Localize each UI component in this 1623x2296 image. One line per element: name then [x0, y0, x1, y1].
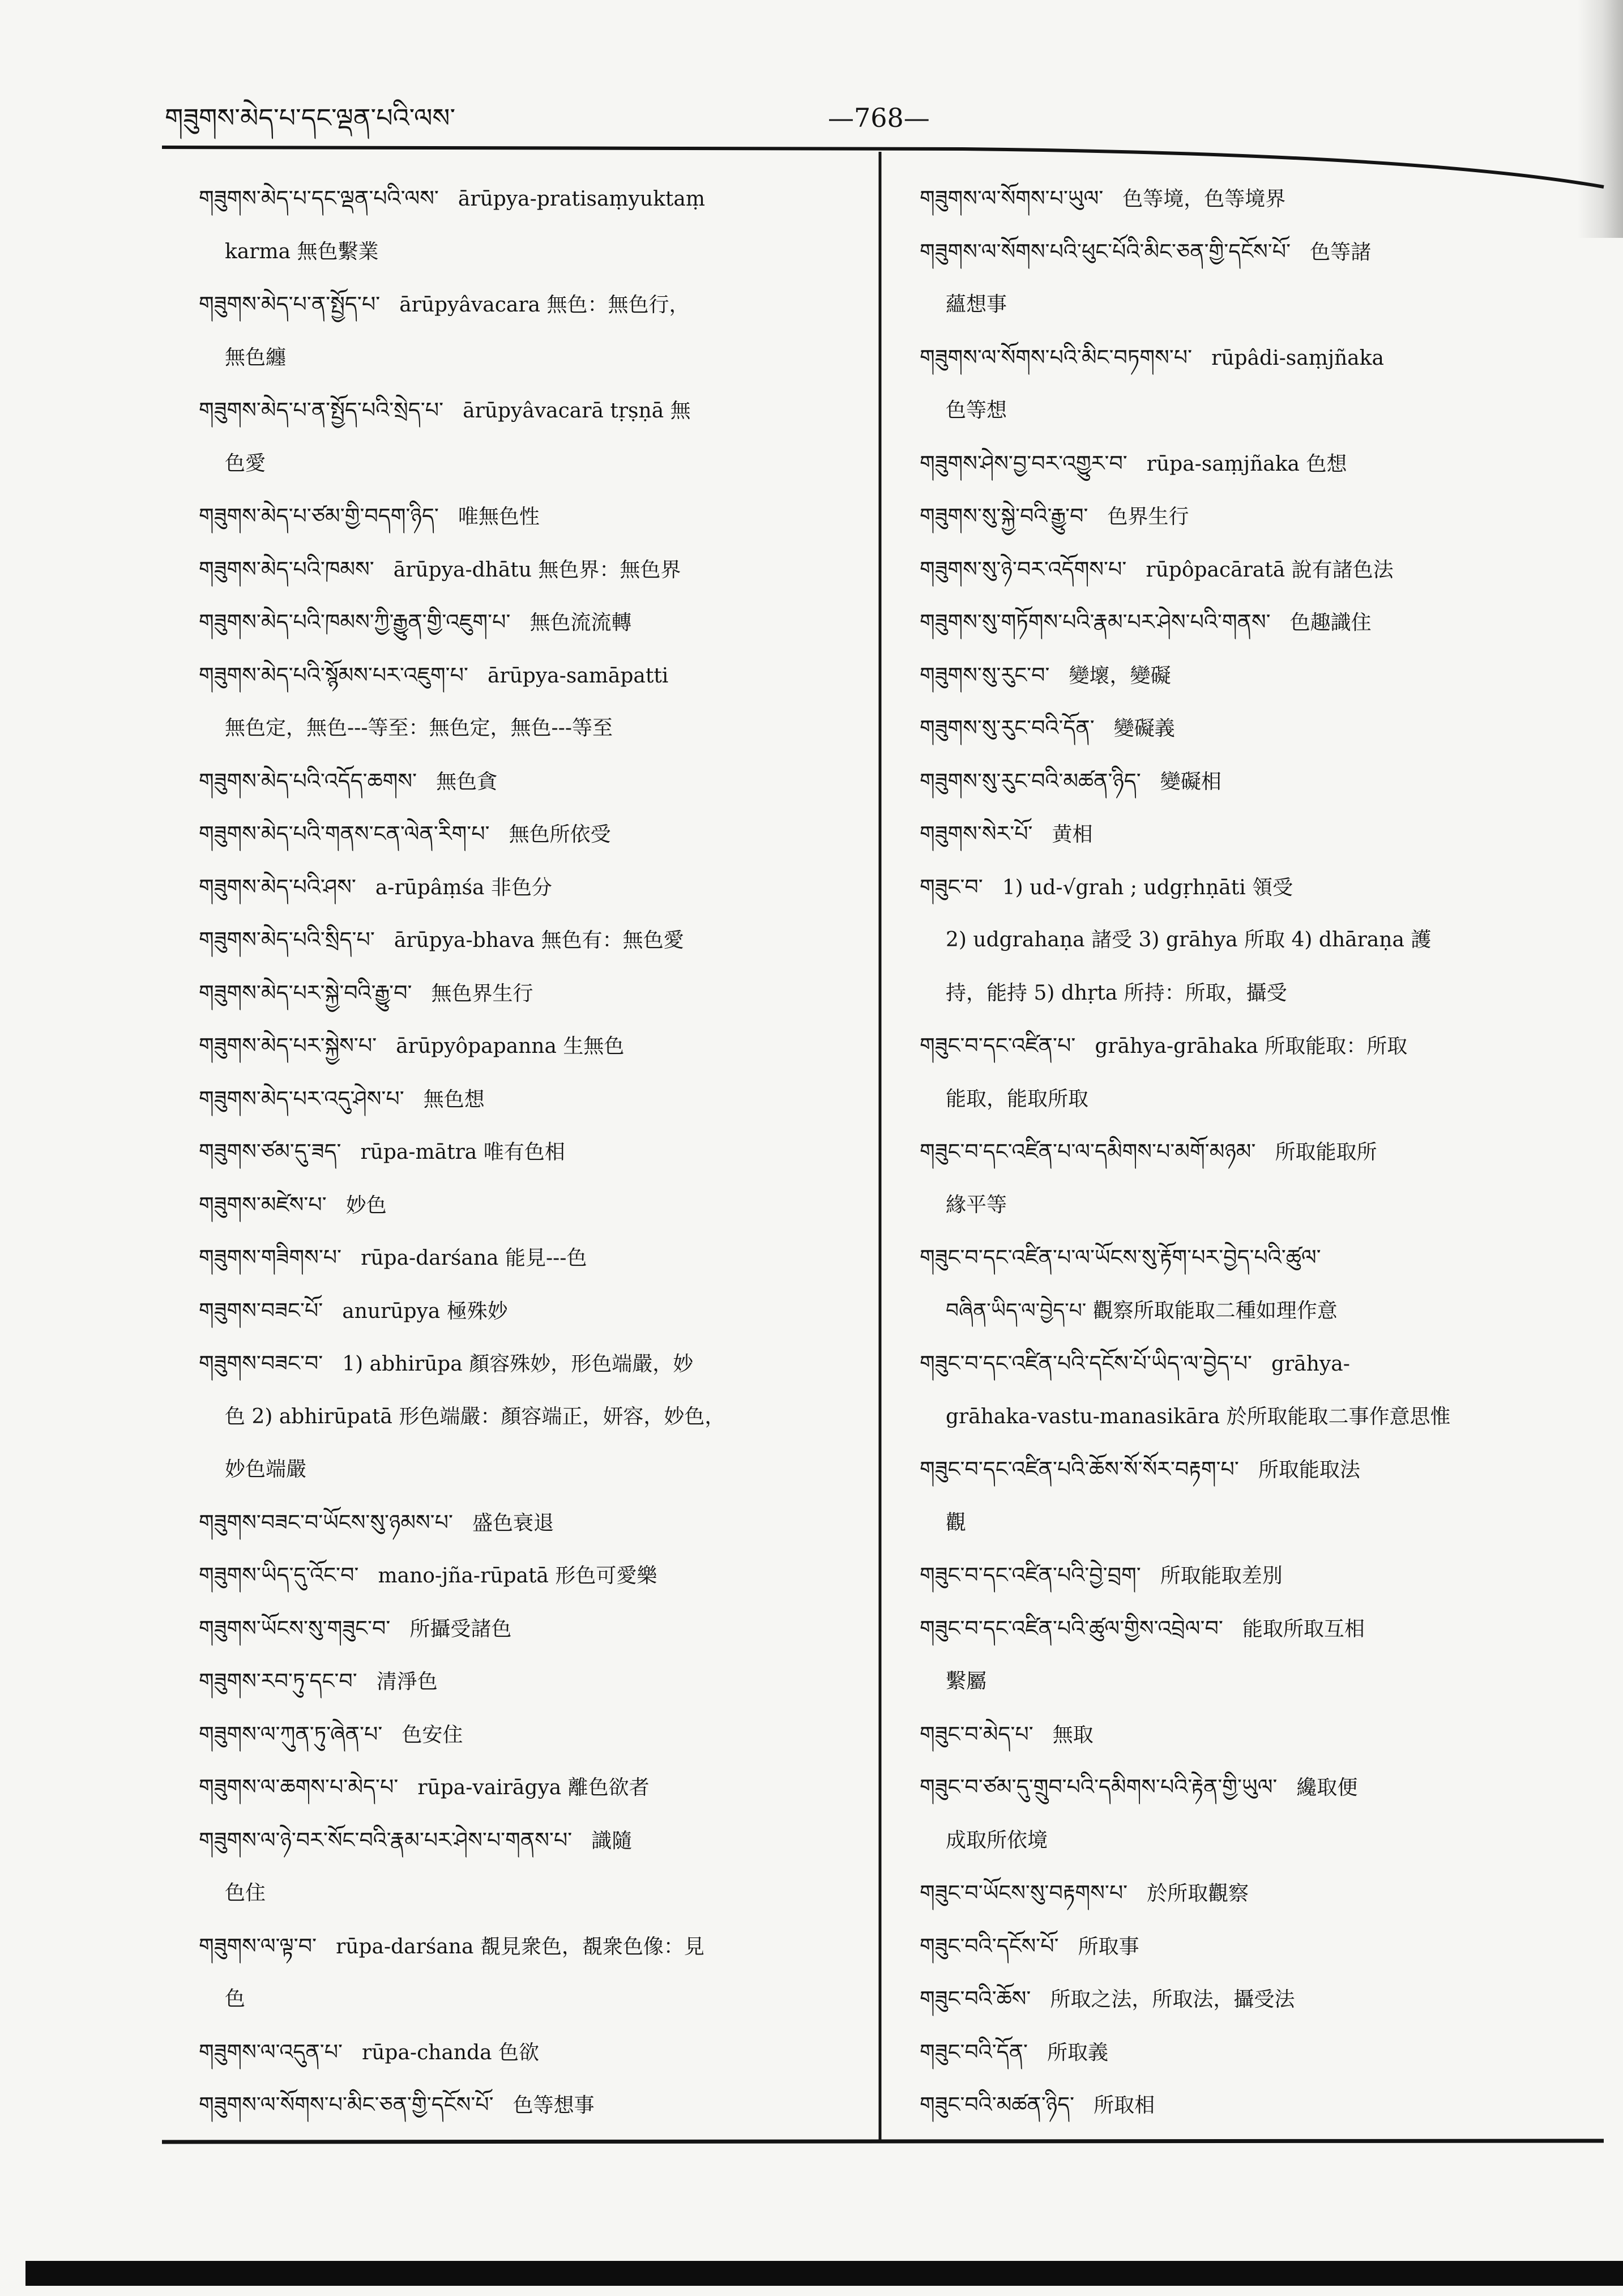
gloss-text: 色等境，色等境界 [1122, 187, 1286, 211]
tibetan-headword: གཟུང་བ་ཙམ་དུ་གྲུབ་པའི་དམིགས་པའི་རྟེན་གྱི་ཡུལ་ [920, 1774, 1278, 1799]
gloss-text: 緣平等 [946, 1193, 1007, 1217]
gloss-text: grāhya-grāhaka 所取能取：所取 [1095, 1035, 1408, 1058]
entry-line [920, 596, 1599, 649]
gloss-text: rūpa-darśana 能見---色 [361, 1247, 587, 1270]
tibetan-headword: གཟུགས་ལ་སོགས་པ་མིང་ཅན་གྱི་དངོས་པོ་ [199, 2092, 494, 2117]
entry-continuation-line [920, 914, 1599, 967]
tibetan-headword: གཟུང་བ་དང་འཛིན་པའི་ཚུལ་གྱིས་འབྲེལ་བ་ [920, 1615, 1223, 1641]
gloss-text: 無色界生行 [431, 981, 533, 1005]
dictionary-entry [920, 1973, 1599, 2026]
dictionary-entry [199, 1549, 867, 1602]
dictionary-entry [199, 755, 867, 808]
entry-line [199, 1284, 867, 1338]
dictionary-entry [199, 1708, 867, 1761]
entry-line [199, 1549, 867, 1602]
gloss-text: 無取 [1052, 1723, 1094, 1747]
entry-line [920, 1708, 1599, 1761]
dictionary-entry [920, 1761, 1599, 1867]
entry-line [920, 2079, 1599, 2132]
entry-continuation-line [199, 331, 867, 385]
entry-line [199, 808, 867, 861]
tibetan-headword: གཟུགས་མེད་པའི་ཁམས་ [199, 556, 374, 582]
tibetan-headword: གཟུགས་མེད་པ་ན་སྤྱོད་པའི་སྲེད་པ་ [199, 398, 444, 423]
tibetan-headword: གཟུགས་མེད་པའི་ཤས་ [199, 874, 356, 899]
entry-continuation-line [199, 1867, 867, 1920]
entry-line [199, 2079, 867, 2132]
gloss-text: 色界生行 [1107, 505, 1189, 528]
tibetan-headword: གཟུགས་སུ་རུང་བ་ [920, 662, 1050, 688]
tibetan-headword: གཟུང་བའི་དངོས་པོ་ [920, 1933, 1059, 1958]
gloss-text: 識隨 [591, 1829, 633, 1853]
dictionary-entry [199, 1125, 867, 1179]
gloss-text: karma 無色繫業 [225, 240, 379, 263]
gloss-text: 所取義 [1047, 2041, 1109, 2064]
gloss-text: 所取事 [1078, 1935, 1139, 1958]
entry-continuation-line [920, 384, 1599, 437]
tibetan-headword: གཟུང་བ་དང་འཛིན་པ་ལ་ཡོངས་སུ་རྟོག་པར་བྱེད་པའི་ཚུལ་ [920, 1245, 1321, 1270]
gloss-text: ārūpyôpapanna 生無色 [396, 1035, 625, 1058]
gloss-text: 無色想 [423, 1087, 485, 1111]
gloss-text: ārūpya-pratisaṃyuktaṃ [458, 187, 705, 211]
dictionary-entry [920, 437, 1599, 490]
tibetan-headword: གཟུང་བ་དང་འཛིན་པའི་བྱེ་བྲག་ [920, 1563, 1141, 1587]
dictionary-entry [920, 702, 1599, 755]
tibetan-headword: གཟུགས་མཛེས་པ་ [199, 1192, 327, 1217]
tibetan-headword: གཟུགས་བཟང་པོ་ [199, 1298, 323, 1323]
entry-line [920, 437, 1599, 490]
entry-continuation-line [199, 1390, 867, 1444]
dictionary-entry [199, 1337, 867, 1496]
tibetan-headword: གཟུགས་སུ་སྐྱེ་བའི་རྒྱུ་བ་ [920, 503, 1088, 528]
dictionary-entry [920, 649, 1599, 702]
entry-line [199, 914, 867, 967]
dictionary-entry [199, 1814, 867, 1920]
gloss-text: 無色貪 [436, 770, 498, 793]
gloss-text: 色趣識住 [1289, 611, 1372, 634]
entry-continuation-line [920, 1179, 1599, 1232]
gloss-text: 妙色端嚴 [225, 1458, 307, 1481]
gloss-text: 2) udgrahaṇa 諸受 3) grāhya 所取 4) dhāraṇa 護 [946, 928, 1432, 951]
entry-line [199, 596, 867, 649]
tibetan-headword: གཟུང་བ་དང་འཛིན་པ་ [920, 1033, 1076, 1058]
tibetan-headword: གཟུགས་ལ་ལྟ་བ་ [199, 1933, 317, 1958]
tibetan-headword: གཟུགས་མེད་པ་ཙམ་གྱི་བདག་ཉིད་ [199, 503, 439, 528]
entry-continuation-line [199, 702, 867, 755]
entry-line [920, 1761, 1599, 1814]
gloss-text: 色等想 [946, 399, 1007, 422]
gloss-text: ārūpyâvacara 無色：無色行， [399, 293, 690, 317]
entry-line [199, 490, 867, 543]
entry-line [920, 172, 1599, 225]
entry-line [920, 1443, 1599, 1496]
gloss-text: ārūpya-dhātu 無色界：無色界 [393, 558, 681, 582]
gloss-text: 所攝受諸色 [409, 1617, 512, 1641]
dictionary-entry [199, 808, 867, 861]
tibetan-headword: གཟུགས་ལ་འདུན་པ་ [199, 2039, 343, 2064]
gloss-text: ārūpya-bhava 無色有：無色愛 [394, 929, 684, 952]
gloss-text: 無色定，無色---等至：無色定，無色---等至 [225, 716, 613, 740]
gloss-text: 盛色衰退 [472, 1511, 554, 1535]
gloss-text: rūpa-mātra 唯有色相 [360, 1141, 565, 1164]
dictionary-entry [199, 172, 867, 278]
entry-line [920, 1867, 1599, 1920]
entry-line [199, 967, 867, 1020]
gloss-text: a-rūpâṃśa 非色分 [375, 876, 552, 899]
dictionary-entry [920, 490, 1599, 543]
dictionary-entry [199, 649, 867, 755]
entry-line [920, 1125, 1599, 1179]
gloss-text: 持，能持 5) dhṛta 所持：所取，攝受 [946, 981, 1287, 1005]
dictionary-entry [199, 1655, 867, 1708]
gloss-text: ārūpyâvacarā tṛṣṇā 無 [463, 399, 691, 423]
entry-line [199, 278, 867, 331]
entry-line [920, 1549, 1599, 1602]
gloss-text: 所取相 [1094, 2094, 1155, 2117]
dictionary-entry [920, 1867, 1599, 1920]
entry-line [199, 543, 867, 596]
dictionary-entry [920, 331, 1599, 437]
tibetan-headword: གཟུགས་མེད་པའི་གནས་ངན་ལེན་རིག་པ་ [199, 821, 490, 846]
entry-line [199, 1602, 867, 1655]
gloss-text: 所取能取法 [1258, 1458, 1360, 1482]
gloss-text: 纔取便 [1296, 1776, 1358, 1799]
gloss-text: 妙色 [345, 1193, 387, 1217]
entry-line [920, 490, 1599, 543]
gloss-text: 1) abhirūpa 顏容殊妙，形色端嚴，妙 [342, 1352, 694, 1376]
tibetan-headword: གཟུགས་ལ་སོགས་པའི་མིང་བཏགས་པ་ [920, 344, 1193, 370]
dictionary-entry [920, 543, 1599, 596]
dictionary-entry [920, 1231, 1599, 1337]
tibetan-headword: གཟུགས་བཟང་བ་ [199, 1351, 323, 1376]
dictionary-entry [199, 1073, 867, 1126]
dictionary-entry [920, 1602, 1599, 1708]
tibetan-headword: གཟུགས་མེད་པའི་སྙོམས་པར་འཇུག་པ་ [199, 662, 468, 688]
gloss-text: 所取能取所 [1275, 1141, 1377, 1164]
entry-line [920, 702, 1599, 755]
dictionary-entry [199, 543, 867, 596]
tibetan-headword: གཟུགས་མེད་པར་འདུ་ཤེས་པ་ [199, 1086, 404, 1111]
tibetan-headword: གཟུགས་མེད་པ་དང་ལྡན་པའི་ལས་ [199, 186, 439, 211]
dictionary-entry [199, 1602, 867, 1655]
dictionary-entry [920, 1337, 1599, 1443]
gloss-text: 色等想事 [512, 2094, 595, 2117]
gloss-text: 色安住 [402, 1723, 463, 1747]
tibetan-headword: གཟུགས་རབ་ཏུ་དང་བ་ [199, 1668, 357, 1693]
dictionary-entry [920, 1708, 1599, 1761]
gloss-text: 蘊想事 [946, 293, 1007, 316]
entry-line [920, 1231, 1599, 1284]
tibetan-headword: གཟུགས་ལ་སོགས་པའི་ཕུང་པོའི་མིང་ཅན་གྱི་དངོས་པོ་ [920, 238, 1291, 264]
gloss-text: 唯無色性 [458, 505, 540, 528]
right-column [920, 172, 1599, 2132]
gloss-text: 1) ud-√grah ; udgṛhṇāti 領受 [1002, 876, 1293, 899]
tibetan-headword: གཟུང་བའི་མཚན་ཉིད་ [920, 2092, 1075, 2117]
entry-continuation-line [920, 1496, 1599, 1550]
running-head: གཟུགས་མེད་པ་དང་ལྡན་པའི་ལས་ [165, 103, 456, 133]
gloss-text: 色 2) abhirūpatā 形色端嚴：顏容端正，妍容，妙色， [225, 1405, 725, 1428]
entry-continuation-line [199, 1443, 867, 1496]
dictionary-entry [920, 2026, 1599, 2079]
scan-bottom-band [25, 2261, 1623, 2286]
tibetan-headword: གཟུགས་མེད་པའི་ཁམས་ཀྱི་རྒྱུན་གྱི་འཇུག་པ་ [199, 609, 511, 634]
entry-line [199, 1073, 867, 1126]
entry-line [920, 331, 1599, 385]
tibetan-headword: གཟུགས་སུ་ཉེ་བར་འདོགས་པ་ [920, 556, 1127, 582]
entry-line [199, 1761, 867, 1814]
tibetan-headword: གཟུགས་སུ་གཏོགས་པའི་རྣམ་པར་ཤེས་པའི་གནས་ [920, 609, 1271, 634]
gloss-text: rūpâdi-saṃjñaka [1211, 346, 1384, 370]
dictionary-entry [199, 384, 867, 490]
entry-line [199, 861, 867, 914]
tibetan-headword: གཟུགས་ལ་སོགས་པ་ཡུལ་ [920, 186, 1104, 211]
entry-line [920, 1337, 1599, 1390]
tibetan-headword: གཟུང་བ་ཡོངས་སུ་བརྟགས་པ་ [920, 1880, 1128, 1905]
entry-line [920, 755, 1599, 808]
gloss-text: 無色流流轉 [529, 611, 632, 634]
tibetan-headword: གཟུགས་ལ་ཉེ་བར་སོང་བའི་རྣམ་པར་ཤེས་པ་གནས་པ་ [199, 1827, 573, 1853]
tibetan-headword: གཟུགས་མེད་པའི་འདོད་ཆགས་ [199, 768, 417, 793]
entry-line [920, 808, 1599, 861]
tibetan-headword: གཟུང་བ་དང་འཛིན་པའི་དངོས་པོ་ཡིད་ལ་བྱེད་པ་ [920, 1351, 1253, 1376]
entry-line [199, 1655, 867, 1708]
gloss-text: anurūpya 極殊妙 [342, 1299, 508, 1323]
gloss-text: mano-jña-rūpatā 形色可愛樂 [378, 1564, 657, 1587]
dictionary-entry [199, 1284, 867, 1338]
entry-line [920, 1920, 1599, 1973]
tibetan-headword: གཟུགས་ལ་ཆགས་པ་མེད་པ་ [199, 1774, 399, 1799]
tibetan-headword: གཟུགས་སུ་རུང་བའི་མཚན་ཉིད་ [920, 768, 1141, 793]
gloss-text: 所取能取差別 [1160, 1564, 1283, 1587]
entry-line [920, 1602, 1599, 1655]
gloss-text: grāhaka-vastu-manasikāra 於所取能取二事作意思惟 [946, 1405, 1451, 1428]
dictionary-entry [920, 596, 1599, 649]
entry-line [199, 1019, 867, 1073]
entry-continuation-line [199, 225, 867, 279]
entry-line [199, 1814, 867, 1867]
gloss-text: ārūpya-samāpatti [487, 664, 669, 688]
tibetan-headword: གཟུགས་བཟང་བ་ཡོངས་སུ་ཉམས་པ་ [199, 1509, 453, 1535]
dictionary-entry [199, 1496, 867, 1550]
gloss-text: 繫屬 [946, 1670, 987, 1693]
entry-line [199, 755, 867, 808]
tibetan-headword: གཟུགས་ཡིད་དུ་འོང་བ་ [199, 1563, 359, 1587]
dictionary-entry [920, 755, 1599, 808]
tibetan-headword: གཟུགས་མེད་པ་ན་སྤྱོད་པ་ [199, 292, 381, 317]
tibetan-headword: གཟུང་བ་དང་འཛིན་པ་ལ་དམིགས་པ་མགོ་མཉམ་ [920, 1139, 1256, 1164]
gloss-text: 於所取觀察 [1147, 1882, 1249, 1905]
tibetan-headword: གཟུགས་ཤེས་བྱ་བར་འགྱུར་བ་ [920, 450, 1127, 476]
entry-line [920, 1019, 1599, 1073]
tibetan-headword: གཟུང་བའི་ཆོས་ [920, 1986, 1031, 2011]
gloss-text: 能取，能取所取 [946, 1087, 1089, 1111]
dictionary-entry [199, 1920, 867, 2026]
gloss-text: 能取所取互相 [1242, 1617, 1365, 1641]
gloss-text: rūpa-vairāgya 離色欲者 [417, 1776, 650, 1799]
tibetan-headword: གཟུགས་ཡོངས་སུ་གཟུང་བ་ [199, 1615, 391, 1641]
entry-line [920, 649, 1599, 702]
tibetan-headword: གཟུགས་སེར་པོ་ [920, 821, 1033, 846]
entry-line [199, 1231, 867, 1284]
entry-continuation-line [920, 1073, 1599, 1126]
entry-continuation-line [920, 967, 1599, 1020]
entry-line [199, 1920, 867, 1973]
gloss-text: 無色所依受 [509, 823, 611, 846]
dictionary-entry [920, 225, 1599, 331]
gloss-text: 色愛 [225, 451, 266, 475]
tibetan-headword: གཟུང་བ་ [920, 874, 983, 899]
gloss-text: 觀 [946, 1510, 967, 1534]
entry-line [199, 384, 867, 437]
page-number: —768— [828, 103, 930, 133]
entry-line [920, 2026, 1599, 2079]
dictionary-entry [920, 861, 1599, 1020]
gloss-text: rūpa-saṃjñaka 色想 [1146, 452, 1347, 476]
dictionary-entry [199, 1231, 867, 1284]
entry-line [199, 1708, 867, 1761]
gloss-text: 所取之法，所取法，攝受法 [1050, 1988, 1295, 2011]
entry-line [920, 543, 1599, 596]
dictionary-entry [920, 172, 1599, 225]
tibetan-headword: གཟུགས་སུ་རུང་བའི་དོན་ [920, 715, 1095, 740]
entry-continuation-line [199, 1973, 867, 2026]
left-column [199, 172, 867, 2132]
tibetan-headword: གཟུང་བའི་དོན་ [920, 2039, 1028, 2064]
dictionary-entry [199, 2079, 867, 2132]
gloss-text: 色等諸 [1310, 240, 1372, 264]
dictionary-entry [199, 1179, 867, 1232]
tibetan-headword: གཟུང་བ་མེད་པ་ [920, 1721, 1033, 1747]
entry-continuation-line [920, 1655, 1599, 1708]
footer-rule [162, 2141, 1604, 2142]
gloss-text: 變壞，變礙 [1069, 664, 1171, 688]
entry-line [920, 225, 1599, 279]
entry-line [199, 2026, 867, 2079]
tibetan-headword: གཟུགས་མེད་པའི་སྲིད་པ་ [199, 927, 375, 952]
gloss-text: 無色纏 [225, 345, 287, 369]
dictionary-entry [199, 278, 867, 384]
gloss-text: བཞིན་ཡིད་ལ་བྱེད་པ་ 觀察所取能取二種如理作意 [946, 1299, 1338, 1322]
tibetan-headword: གཟུང་བ་དང་འཛིན་པའི་ཆོས་སོ་སོར་བརྟག་པ་ [920, 1457, 1239, 1482]
dictionary-entry [920, 1443, 1599, 1549]
dictionary-entry [199, 861, 867, 914]
entry-continuation-line [920, 1390, 1599, 1444]
dictionary-entry [199, 967, 867, 1020]
tibetan-headword: གཟུགས་མེད་པར་སྐྱེ་བའི་རྒྱུ་བ་ [199, 980, 412, 1005]
entry-continuation-line [920, 1284, 1599, 1338]
entry-line [199, 649, 867, 702]
dictionary-entry [199, 490, 867, 543]
dictionary-entry [199, 914, 867, 967]
entry-line [199, 1125, 867, 1179]
dictionary-entry [920, 1549, 1599, 1602]
dictionary-entry [199, 2026, 867, 2079]
entry-continuation-line [920, 278, 1599, 331]
gloss-text: 變礙義 [1113, 717, 1175, 740]
tibetan-headword: གཟུགས་ལ་ཀུན་ཏུ་ཞེན་པ་ [199, 1721, 383, 1747]
tibetan-headword: གཟུགས་གཟིགས་པ་ [199, 1245, 342, 1270]
gloss-text: 成取所依境 [946, 1828, 1048, 1852]
gloss-text: rūpôpacāratā 說有諸色法 [1146, 558, 1394, 582]
entry-line [199, 1179, 867, 1232]
entry-line [199, 1496, 867, 1550]
dictionary-entry [920, 1920, 1599, 1973]
tibetan-headword: གཟུགས་ཙམ་དུ་ཟད་ [199, 1139, 341, 1164]
gloss-text: 變礙相 [1160, 770, 1221, 793]
gloss-text: 色 [225, 1987, 246, 2011]
dictionary-entry [199, 1019, 867, 1073]
entry-line [199, 172, 867, 225]
entry-line [920, 1973, 1599, 2026]
tibetan-headword: གཟུགས་མེད་པར་སྐྱེས་པ་ [199, 1033, 377, 1058]
dictionary-entry [199, 1761, 867, 1814]
dictionary-entry [920, 1125, 1599, 1231]
entry-continuation-line [920, 1814, 1599, 1867]
dictionary-entry [920, 1019, 1599, 1125]
gloss-text: 色住 [225, 1881, 266, 1905]
dictionary-entry [920, 2079, 1599, 2132]
entry-line [199, 1337, 867, 1390]
gloss-text: rūpa-darśana 覩見衆色，覩衆色像：見 [336, 1935, 704, 1958]
entry-continuation-line [199, 437, 867, 490]
gloss-text: grāhya- [1271, 1352, 1350, 1376]
gloss-text: 清淨色 [376, 1670, 438, 1693]
gloss-text: 黄相 [1052, 823, 1093, 846]
entry-line [920, 861, 1599, 914]
gloss-text: rūpa-chanda 色欲 [362, 2041, 540, 2064]
dictionary-entry [920, 808, 1599, 861]
dictionary-entry [199, 596, 867, 649]
